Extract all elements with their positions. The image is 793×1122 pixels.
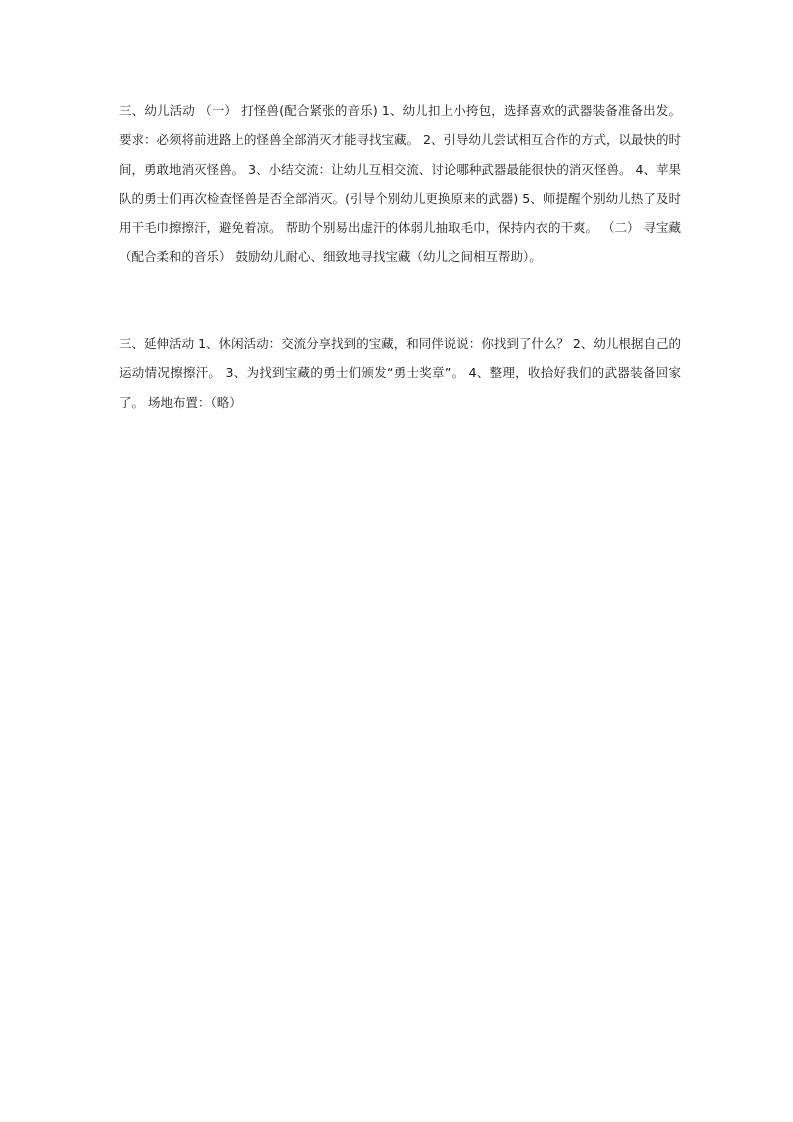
section-heading-activity: 三、幼儿活动 xyxy=(119,103,195,118)
paragraph-activity xyxy=(119,96,681,272)
subsection-heading-find-treasure: （二） 寻宝藏（配合柔和的音乐） xyxy=(119,220,681,265)
venue-layout-text: 场地布置：（略） xyxy=(148,394,242,410)
step-text: 帮助个别易出虚汗的体弱儿抽取毛巾，保持内衣的干爽。 xyxy=(285,220,599,236)
step-text: 4、苹果队的勇士们再次检查怪兽是否全部消灭。(引导个别幼儿更换原来的武器) xyxy=(119,161,681,206)
step-text: 1、幼儿扣上小挎包，选择喜欢的武器装备准备出发。 xyxy=(381,103,681,118)
subsection-heading-fight-monsters: （一） 打怪兽(配合紧张的音乐) xyxy=(199,103,378,118)
step-text: 5、师提醒个别幼儿热了及时用干毛巾擦擦汗，避免着凉。 xyxy=(119,190,681,236)
step-text: 3、为找到宝藏的勇士们颁发“勇士奖章”。 xyxy=(225,365,465,381)
step-text: 4、整理，收拾好我们的武器装备回家了。 xyxy=(119,365,681,410)
requirement-text: 要求：必须将前进路上的怪兽全部消灭才能寻找宝藏。 xyxy=(119,132,420,148)
step-text: 2、幼儿根据自己的运动情况擦擦汗。 xyxy=(119,336,681,381)
paragraph-extension xyxy=(119,329,681,417)
step-text: 鼓励幼儿耐心、细致地寻找宝藏（幼儿之间相互帮助）。 xyxy=(235,249,542,265)
step-text: 2、引导幼儿尝试相互合作的方式，以最快的时间，勇敢地消灭怪兽。 xyxy=(119,132,681,177)
section-heading-extension: 三、延伸活动 xyxy=(119,336,195,351)
step-text: 3、小结交流：让幼儿互相交流、讨论哪种武器最能很快的消灭怪兽。 xyxy=(248,161,632,177)
step-text: 1、休闲活动：交流分享找到的宝藏，和同伴说说：你找到了什么？ xyxy=(198,336,569,351)
